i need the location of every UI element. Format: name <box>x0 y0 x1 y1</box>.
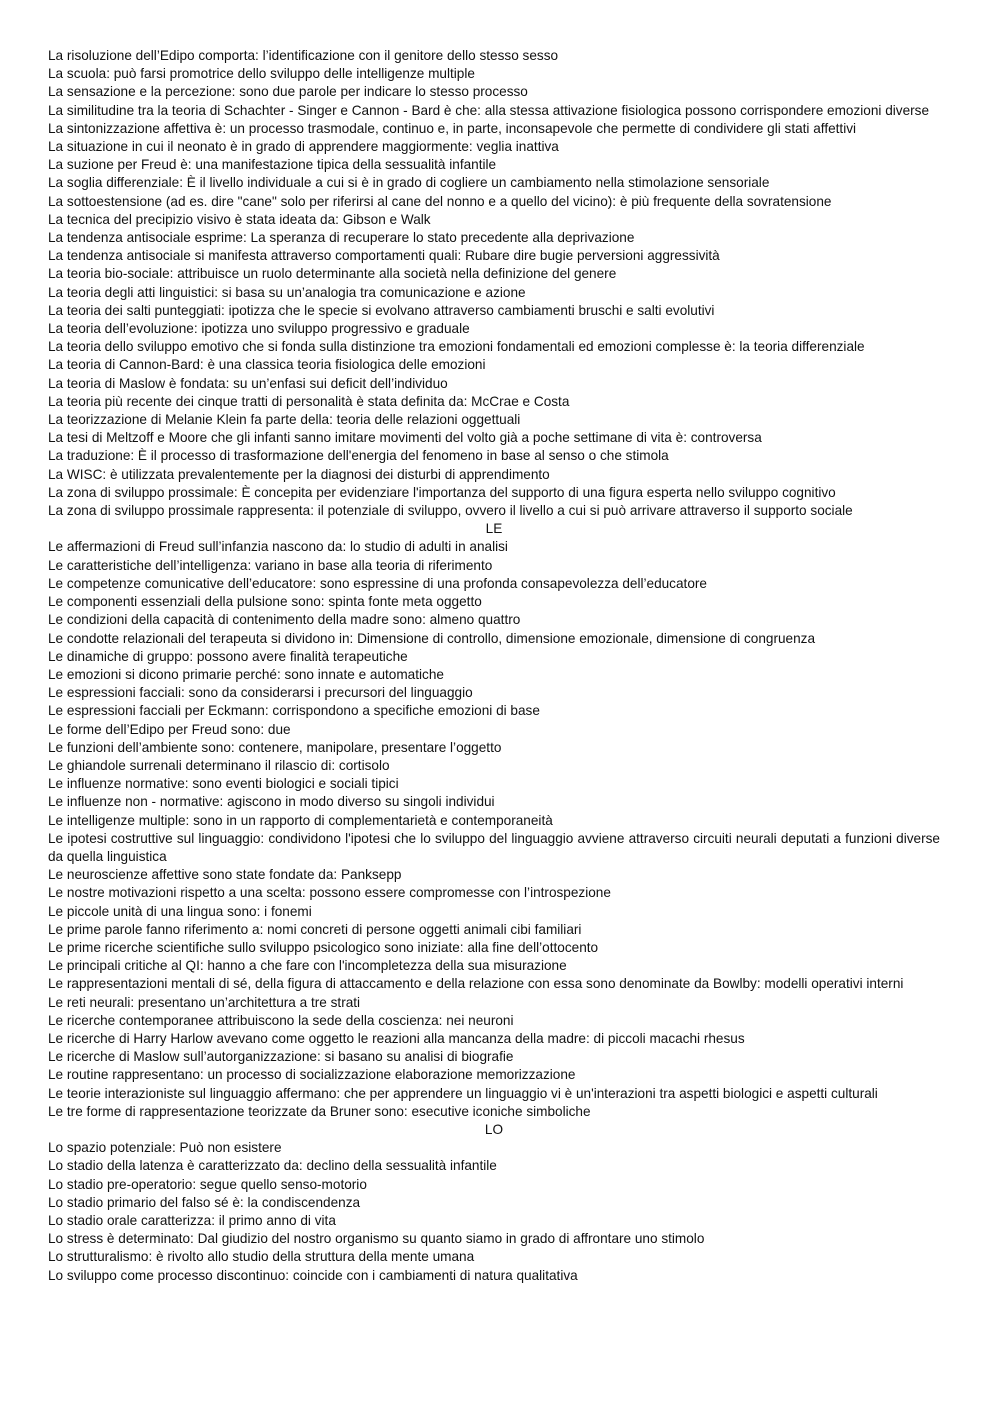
document-page <box>48 47 940 1285</box>
glossary-entry: Lo spazio potenziale: Può non esistere <box>48 1140 282 1156</box>
glossary-entry: La teoria dei salti punteggiati: ipotizza che le specie si evolvano attraverso cambiamenti bruschi e salti evolutivi <box>48 302 715 318</box>
glossary-entry: La zona di sviluppo prossimale: È concepita per evidenziare l'importanza del supporto di una figura esperta nello sviluppo cognitivo <box>48 484 836 500</box>
glossary-entry: Le espressioni facciali per Eckmann: corrispondono a specifiche emozioni di base <box>48 703 540 719</box>
glossary-entry: Le neuroscienze affettive sono state fondate da: Panksepp <box>48 867 402 883</box>
glossary-entry: Lo sviluppo come processo discontinuo: coincide con i cambiamenti di natura qualitativa <box>48 1267 578 1283</box>
glossary-entry: La similitudine tra la teoria di Schachter - Singer e Cannon - Bard è che: alla stessa attivazione fisiologica possono corrispondere emozioni diverse <box>48 102 930 118</box>
glossary-entry: La teoria di Cannon-Bard: è una classica teoria fisiologica delle emozioni <box>48 357 486 373</box>
glossary-entry: Le nostre motivazioni rispetto a una scelta: possono essere compromesse con l’introspezione <box>48 885 611 901</box>
glossary-entry: La sottoestensione (ad es. dire "cane" solo per riferirsi al cane del nonno e a quello del vicino): è più frequente della sovratensione <box>48 193 832 209</box>
glossary-entry: La situazione in cui il neonato è in grado di apprendere maggiormente: veglia inattiva <box>48 139 559 155</box>
glossary-entry: La WISC: è utilizzata prevalentemente per la diagnosi dei disturbi di apprendimento <box>48 466 550 482</box>
glossary-entry: Le rappresentazioni mentali di sé, della figura di attaccamento e della relazione con essa sono denominate da Bowlby: modelli operativi interni <box>48 976 904 992</box>
glossary-entry: Le ghiandole surrenali determinano il rilascio di: cortisolo <box>48 757 390 773</box>
glossary-entry: La teoria bio-sociale: attribuisce un ruolo determinante alla società nella definizione del genere <box>48 266 617 282</box>
glossary-entry: La tendenza antisociale si manifesta attraverso comportamenti quali: Rubare dire bugie perversioni aggressività <box>48 248 720 264</box>
glossary-entry: Le dinamiche di gruppo: possono avere finalità terapeutiche <box>48 648 408 664</box>
glossary-entry: Le ricerche di Maslow sull’autorganizzazione: si basano su analisi di biografie <box>48 1049 514 1065</box>
glossary-entry: Le principali critiche al QI: hanno a che fare con l'incompletezza della sua misurazione <box>48 958 567 974</box>
glossary-entry: La traduzione: È il processo di trasformazione dell'energia del fenomeno in base al senso o che stimola <box>48 448 669 464</box>
glossary-entry: Lo stress è determinato: Dal giudizio del nostro organismo su quanto siamo in grado di affrontare uno stimolo <box>48 1231 705 1247</box>
glossary-entry: La tecnica del precipizio visivo è stata ideata da: Gibson e Walk <box>48 211 431 227</box>
glossary-entry: La teoria più recente dei cinque tratti di personalità è stata definita da: McCrae e Costa <box>48 393 570 409</box>
glossary-entry: Le forme dell’Edipo per Freud sono: due <box>48 721 291 737</box>
section-heading: LO <box>484 1121 504 1137</box>
glossary-entry: La sensazione e la percezione: sono due parole per indicare lo stesso processo <box>48 84 528 100</box>
glossary-entry: Le influenze non - normative: agiscono in modo diverso su singoli individui <box>48 794 495 810</box>
glossary-entry: La zona di sviluppo prossimale rappresenta: il potenziale di sviluppo, ovvero il livello a cui si può arrivare attraverso il supporto sociale <box>48 503 853 519</box>
glossary-entry: Le prime parole fanno riferimento a: nomi concreti di persone oggetti animali cibi familiari <box>48 921 582 937</box>
glossary-entry: Le condizioni della capacità di contenimento della madre sono: almeno quattro <box>48 612 521 628</box>
glossary-entry: Le reti neurali: presentano un’architettura a tre strati <box>48 994 361 1010</box>
glossary-entry: Le condotte relazionali del terapeuta si dividono in: Dimensione di controllo, dimensione emozionale, dimensione di congruenza <box>48 630 816 646</box>
glossary-entry: La scuola: può farsi promotrice dello sviluppo delle intelligenze multiple <box>48 66 475 82</box>
glossary-entry: Le tre forme di rappresentazione teorizzate da Bruner sono: esecutive iconiche simboliche <box>48 1103 591 1119</box>
glossary-entry: La suzione per Freud è: una manifestazione tipica della sessualità infantile <box>48 157 497 173</box>
glossary-entry: Le influenze normative: sono eventi biologici e sociali tipici <box>48 776 399 792</box>
glossary-entry: La teorizzazione di Melanie Klein fa parte della: teoria delle relazioni oggettuali <box>48 412 521 428</box>
glossary-entry: Le competenze comunicative dell’educatore: sono espressine di una profonda consapevolezza dell’educatore <box>48 575 707 591</box>
glossary-entry: Le ricerche contemporanee attribuiscono la sede della coscienza: nei neuroni <box>48 1012 514 1028</box>
glossary-entry: Le teorie interazioniste sul linguaggio affermano: che per apprendere un linguaggio vi è un'interazioni tra aspetti biologici e aspetti culturali <box>48 1085 878 1101</box>
glossary-entry: Le prime ricerche scientifiche sullo sviluppo psicologico sono iniziate: alla fine dell’ottocento <box>48 939 599 955</box>
glossary-entry: Le ipotesi costruttive sul linguaggio: condividono l'ipotesi che lo sviluppo del linguaggio avviene attraverso circuiti neurali deputati a funzioni diverse da quella linguistica <box>48 830 940 864</box>
glossary-entry: Lo stadio pre-operatorio: segue quello senso-motorio <box>48 1176 367 1192</box>
glossary-entry: La sintonizzazione affettiva è: un processo trasmodale, continuo e, in parte, inconsapevole che permette di condividere gli stati affettivi <box>48 120 857 136</box>
glossary-entry: Lo stadio della latenza è caratterizzato da: declino della sessualità infantile <box>48 1158 497 1174</box>
glossary-entry: La soglia differenziale: È il livello individuale a cui si è in grado di cogliere un cambiamento nella stimolazione sensoriale <box>48 175 770 191</box>
glossary-entry: La risoluzione dell’Edipo comporta: l’identificazione con il genitore dello stesso sesso <box>48 48 559 63</box>
glossary-entry: Lo stadio orale caratterizza: il primo anno di vita <box>48 1213 336 1228</box>
glossary-entry: Le piccole unità di una lingua sono: i fonemi <box>48 903 312 919</box>
glossary-entry: Le componenti essenziali della pulsione sono: spinta fonte meta oggetto <box>48 594 482 610</box>
glossary-entry: Le caratteristiche dell’intelligenza: variano in base alla teoria di riferimento <box>48 557 493 573</box>
glossary-entry: Le routine rappresentano: un processo di socializzazione elaborazione memorizzazione <box>48 1067 576 1083</box>
glossary-entry: La tesi di Meltzoff e Moore che gli infanti sanno imitare movimenti del volto già a poche settimane di vita è: controversa <box>48 430 762 446</box>
glossary-entry: Le affermazioni di Freud sull’infanzia nascono da: lo studio di adulti in analisi <box>48 539 508 555</box>
glossary-entry: La teoria dell’evoluzione: ipotizza uno sviluppo progressivo e graduale <box>48 321 470 337</box>
glossary-entry: Lo stadio primario del falso sé è: la condiscendenza <box>48 1194 361 1210</box>
glossary-entry: Le emozioni si dicono primarie perché: sono innate e automatiche <box>48 666 444 682</box>
glossary-entry: Le ricerche di Harry Harlow avevano come oggetto le reazioni alla mancanza della madre: di piccoli macachi rhesus <box>48 1030 745 1046</box>
glossary-entry: Le espressioni facciali: sono da considerarsi i precursori del linguaggio <box>48 685 473 701</box>
glossary-entry: Lo strutturalismo: è rivolto allo studio della struttura della mente umana <box>48 1249 475 1265</box>
section-heading: LE <box>485 521 503 537</box>
glossary-entry: Le intelligenze multiple: sono in un rapporto di complementarietà e contemporaneità <box>48 812 553 828</box>
glossary-entry: La teoria dello sviluppo emotivo che si fonda sulla distinzione tra emozioni fondamentali ed emozioni complesse è: la teoria differenziale <box>48 339 865 355</box>
glossary-entry: La teoria degli atti linguistici: si basa su un’analogia tra comunicazione e azione <box>48 284 526 300</box>
glossary-entry: La teoria di Maslow è fondata: su un’enfasi sui deficit dell’individuo <box>48 375 448 391</box>
glossary-entry: Le funzioni dell’ambiente sono: contenere, manipolare, presentare l’oggetto <box>48 739 502 755</box>
glossary-entry: La tendenza antisociale esprime: La speranza di recuperare lo stato precedente alla deprivazione <box>48 230 635 246</box>
